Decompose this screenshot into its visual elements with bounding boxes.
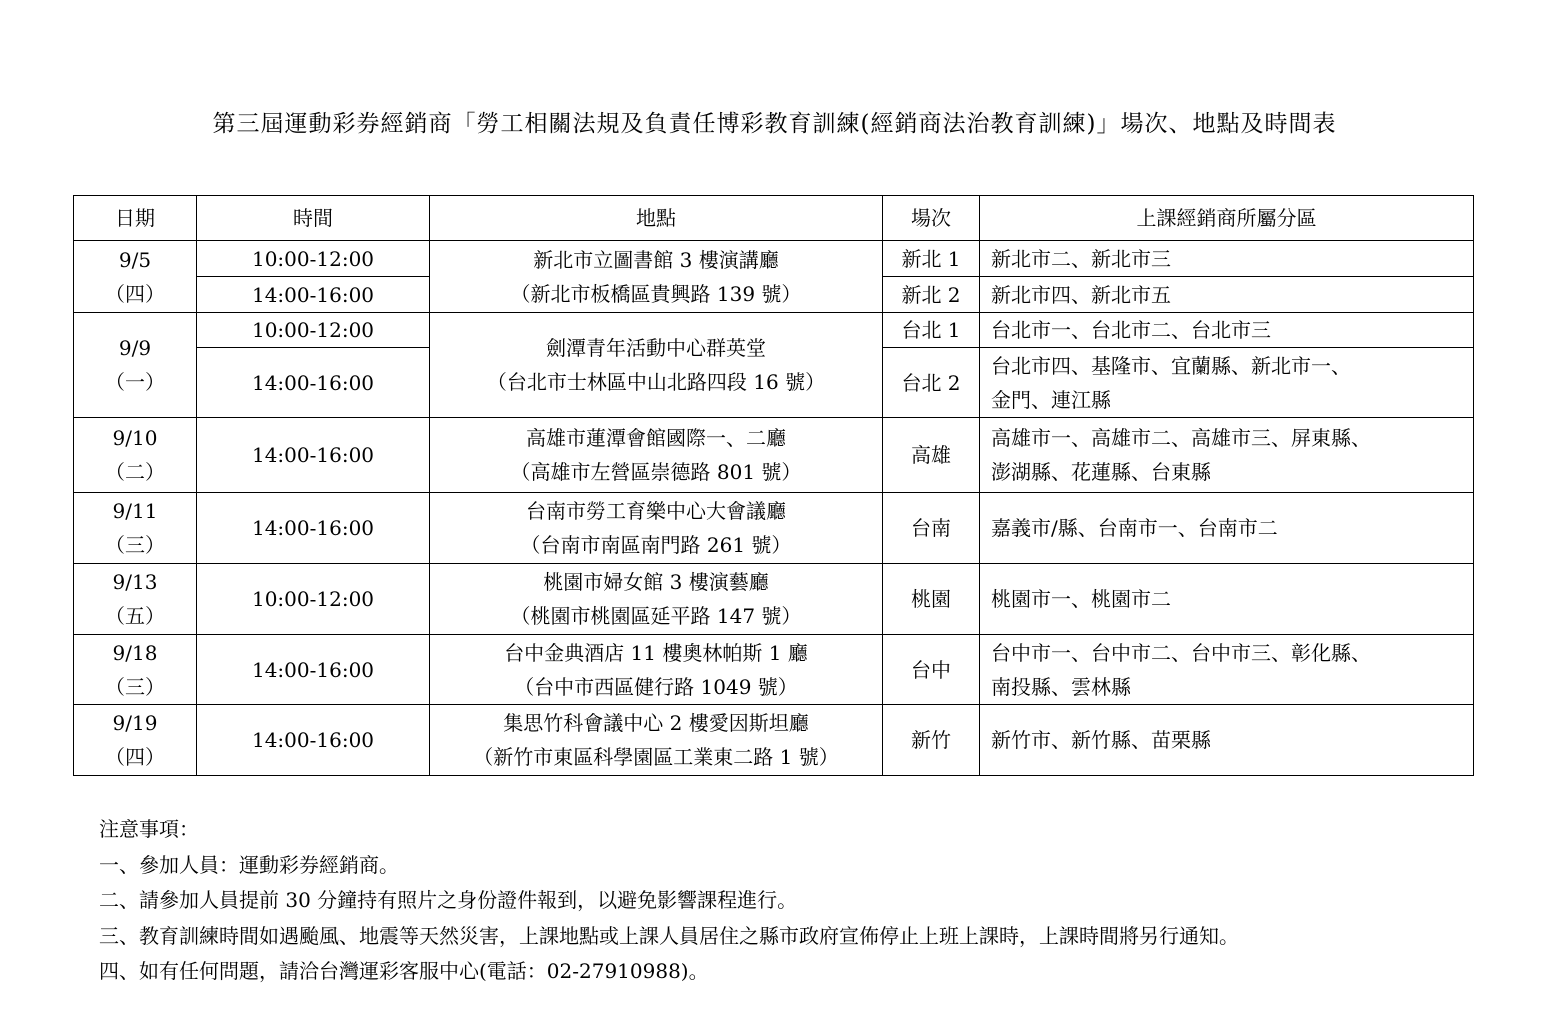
table-header-row <box>74 196 1474 241</box>
session-cell: 台北 2 <box>883 348 980 418</box>
venue-name: 劍潭青年活動中心群英堂 <box>546 336 766 360</box>
table-row <box>74 635 1474 705</box>
time-cell: 14:00-16:00 <box>197 705 430 776</box>
venue-address: （新竹市東區科學園區工業東二路 1 號） <box>473 745 839 769</box>
districts-cell <box>980 564 1474 635</box>
date-cell <box>74 418 197 493</box>
districts-cell <box>980 705 1474 776</box>
time-cell: 14:00-16:00 <box>197 493 430 564</box>
session-cell: 新竹 <box>883 705 980 776</box>
session-cell: 新北 2 <box>883 277 980 313</box>
notes-heading: 注意事項： <box>99 817 199 841</box>
date-cell <box>74 493 197 564</box>
time-cell: 14:00-16:00 <box>197 635 430 705</box>
date-cell <box>74 705 197 776</box>
table-row <box>74 493 1474 564</box>
districts-line: 台北市一、台北市二、台北市三 <box>991 318 1271 342</box>
districts-line: 新北市二、新北市三 <box>991 246 1171 271</box>
venue-cell <box>430 241 883 313</box>
venue-name: 新北市立圖書館 3 樓演講廳 <box>533 247 779 272</box>
date-text: 9/18 <box>112 640 158 665</box>
date-text: 9/13 <box>112 570 158 594</box>
weekday-text: （四） <box>105 745 165 769</box>
districts-line: 台中市一、台中市二、台中市三、彰化縣、 <box>991 640 1371 665</box>
table-row <box>74 313 1474 348</box>
table-row <box>74 241 1474 277</box>
districts-line: 桃園市一、桃園市二 <box>991 587 1171 611</box>
schedule-table <box>73 195 1474 776</box>
session-cell: 台北 1 <box>883 313 980 348</box>
districts-line: 新竹市、新竹縣、苗栗縣 <box>991 728 1211 752</box>
page-title: 第三屆運動彩券經銷商「勞工相關法規及負責任博彩教育訓練(經銷商法治教育訓練)」場次、地點及時間表 <box>212 111 1337 137</box>
table-row <box>74 705 1474 776</box>
date-text: 9/5 <box>118 247 152 272</box>
districts-cell <box>980 635 1474 705</box>
header-districts: 上課經銷商所屬分區 <box>980 196 1474 241</box>
venue-name: 桃園市婦女館 3 樓演藝廳 <box>543 570 769 594</box>
venue-cell <box>430 635 883 705</box>
venue-cell <box>430 564 883 635</box>
date-text: 9/19 <box>112 711 158 735</box>
weekday-text: （一） <box>105 370 165 394</box>
weekday-text: （四） <box>105 281 165 306</box>
venue-address: （新北市板橋區貴興路 139 號） <box>510 281 802 306</box>
date-cell <box>74 241 197 313</box>
session-cell: 桃園 <box>883 564 980 635</box>
venue-address: （台北市士林區中山北路四段 16 號） <box>486 370 826 394</box>
venue-cell <box>430 313 883 418</box>
header-venue: 地點 <box>430 196 883 241</box>
venue-address: （台南市南區南門路 261 號） <box>520 533 792 557</box>
districts-line: 南投縣、雲林縣 <box>991 674 1131 699</box>
session-cell: 台南 <box>883 493 980 564</box>
districts-line: 台北市四、基隆市、宜蘭縣、新北市一、 <box>991 353 1351 378</box>
time-cell: 14:00-16:00 <box>197 418 430 493</box>
districts-cell <box>980 348 1474 418</box>
districts-cell <box>980 241 1474 277</box>
venue-cell <box>430 493 883 564</box>
note-item: 一、參加人員：運動彩券經銷商。 <box>99 852 399 877</box>
venue-address: （台中市西區健行路 1049 號） <box>514 674 798 699</box>
venue-cell <box>430 705 883 776</box>
note-item: 四、如有任何問題，請洽台灣運彩客服中心(電話：02-27910988)。 <box>99 959 709 983</box>
session-cell: 高雄 <box>883 418 980 493</box>
venue-address: （桃園市桃園區延平路 147 號） <box>510 604 802 628</box>
venue-address: （高雄市左營區崇德路 801 號） <box>510 460 802 484</box>
time-cell: 14:00-16:00 <box>197 277 430 313</box>
venue-name: 集思竹科會議中心 2 樓愛因斯坦廳 <box>503 711 809 735</box>
session-cell: 新北 1 <box>883 241 980 277</box>
weekday-text: （五） <box>105 604 165 628</box>
header-time: 時間 <box>197 196 430 241</box>
session-cell: 台中 <box>883 635 980 705</box>
date-cell <box>74 313 197 418</box>
districts-cell <box>980 418 1474 493</box>
venue-name: 台南市勞工育樂中心大會議廳 <box>526 499 786 523</box>
note-item: 三、教育訓練時間如遇颱風、地震等天然災害，上課地點或上課人員居住之縣市政府宣佈停止上班上課時，上課時間將另行通知。 <box>99 923 1239 948</box>
venue-name: 高雄市蓮潭會館國際一、二廳 <box>526 426 786 450</box>
note-item: 二、請參加人員提前 30 分鐘持有照片之身份證件報到，以避免影響課程進行。 <box>99 888 798 912</box>
weekday-text: （二） <box>105 460 165 484</box>
time-cell: 10:00-12:00 <box>197 241 430 277</box>
header-session: 場次 <box>883 196 980 241</box>
districts-line: 澎湖縣、花蓮縣、台東縣 <box>991 460 1211 484</box>
table-row <box>74 564 1474 635</box>
districts-line: 新北市四、新北市五 <box>991 282 1171 307</box>
districts-cell <box>980 493 1474 564</box>
time-cell: 10:00-12:00 <box>197 564 430 635</box>
date-cell <box>74 564 197 635</box>
districts-line: 高雄市一、高雄市二、高雄市三、屏東縣、 <box>991 426 1371 450</box>
date-text: 9/11 <box>112 499 158 523</box>
date-cell <box>74 635 197 705</box>
date-text: 9/9 <box>118 336 152 360</box>
weekday-text: （三） <box>105 674 165 699</box>
time-cell: 10:00-12:00 <box>197 313 430 348</box>
time-cell: 14:00-16:00 <box>197 348 430 418</box>
districts-line: 嘉義市/縣、台南市一、台南市二 <box>991 516 1278 540</box>
venue-cell <box>430 418 883 493</box>
notes-section <box>99 812 1239 990</box>
date-text: 9/10 <box>112 426 158 450</box>
weekday-text: （三） <box>105 533 165 557</box>
districts-cell <box>980 313 1474 348</box>
table-row <box>74 418 1474 493</box>
venue-name: 台中金典酒店 11 樓奧林帕斯 1 廳 <box>504 640 808 665</box>
districts-line: 金門、連江縣 <box>991 387 1111 412</box>
districts-cell <box>980 277 1474 313</box>
header-date: 日期 <box>74 196 197 241</box>
